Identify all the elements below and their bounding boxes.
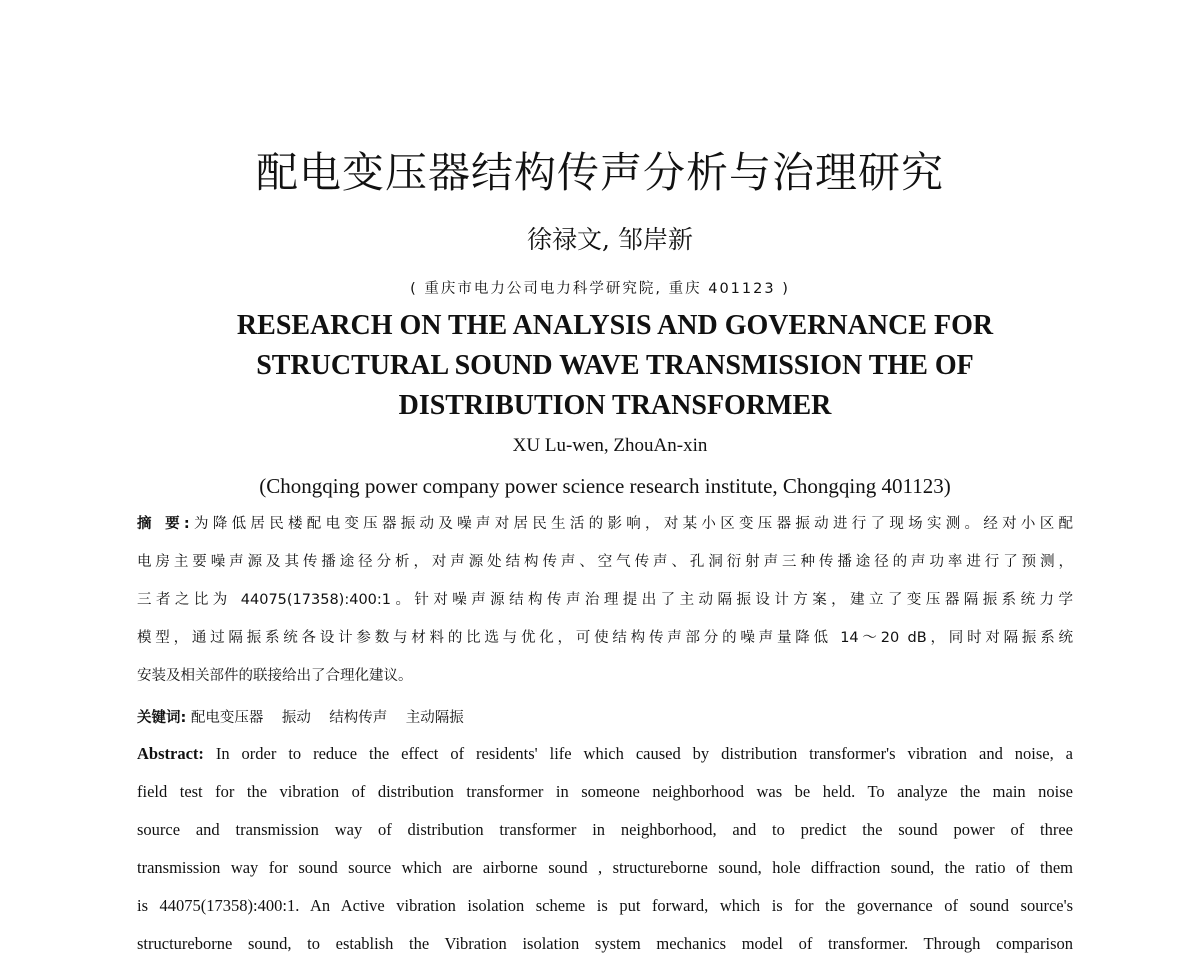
affiliation-cn: ( 重庆市电力公司电力科学研究院, 重庆 401123 ) — [410, 281, 790, 297]
paper-title-en-line: RESEARCH ON THE ANALYSIS AND GOVERNANCE FOR — [236, 310, 994, 341]
keyword: 主动隔振 — [405, 710, 464, 726]
abstract-en-line: is 44075(17358):400:1. An Active vibration isolation scheme is put forward, which is for the governance of sound source's — [137, 896, 1073, 915]
abstract-en-line: transmission way for sound source which are airborne sound , structureborne sound, hole diffraction sound, the ratio of them — [137, 858, 1073, 877]
keyword: 结构传声 — [329, 710, 388, 726]
abstract-cn-line: 三者之比为 44075(17358):400:1。针对噪声源结构传声治理提出了主动隔振设计方案，建立了变压器隔振系统力学 — [137, 592, 1073, 608]
abstract-cn-line — [137, 512, 1073, 533]
abstract-cn-line: 电房主要噪声源及其传播途径分析，对声源处结构传声、空气传声、孔洞衍射声三种传播途径的声功率进行了预测， — [137, 554, 1073, 570]
paper-title-cn: 配电变压器结构传声分析与治理研究 — [255, 148, 944, 197]
keywords-cn — [137, 706, 1073, 727]
abstract-en-text: In order to reduce the effect of residents' life which caused by distribution transformer's vibration and noise, a — [215, 744, 1073, 763]
authors-cn: 徐禄文, 邹岸新 — [527, 225, 693, 254]
abstract-en-line — [137, 744, 1073, 764]
abstract-cn-label: 摘 要: — [137, 516, 190, 532]
abstract-en-line: source and transmission way of distribution transformer in neighborhood, and to predict the sound power of three — [137, 820, 1073, 839]
keywords-label: 关键词: — [137, 710, 187, 726]
affiliation-en: (Chongqing power company power science research institute, Chongqing 401123) — [259, 474, 951, 498]
abstract-en-line: structureborne sound, to establish the Vibration isolation system mechanics model of transformer. Through comparison — [137, 934, 1073, 953]
keyword: 配电变压器 — [190, 710, 264, 726]
abstract-cn-line: 模型，通过隔振系统各设计参数与材料的比选与优化，可使结构传声部分的噪声量降低 14～20 dB，同时对隔振系统 — [137, 630, 1073, 646]
abstract-cn-line: 安装及相关部件的联接给出了合理化建议。 — [137, 668, 413, 684]
paper-title-en-line: DISTRIBUTION TRANSFORMER — [398, 390, 832, 421]
authors-en: XU Lu-wen, ZhouAn-xin — [512, 435, 708, 456]
abstract-cn-text: 为降低居民楼配电变压器振动及噪声对居民生活的影响，对某小区变压器振动进行了现场实测。经对小区配 — [189, 516, 1073, 532]
abstract-en-line: field test for the vibration of distribution transformer in someone neighborhood was be held. To analyze the main noise — [137, 782, 1073, 801]
paper-title-en-line: STRUCTURAL SOUND WAVE TRANSMISSION THE OF — [256, 350, 974, 381]
abstract-en-label: Abstract: — [137, 744, 204, 763]
keyword: 振动 — [281, 710, 311, 726]
